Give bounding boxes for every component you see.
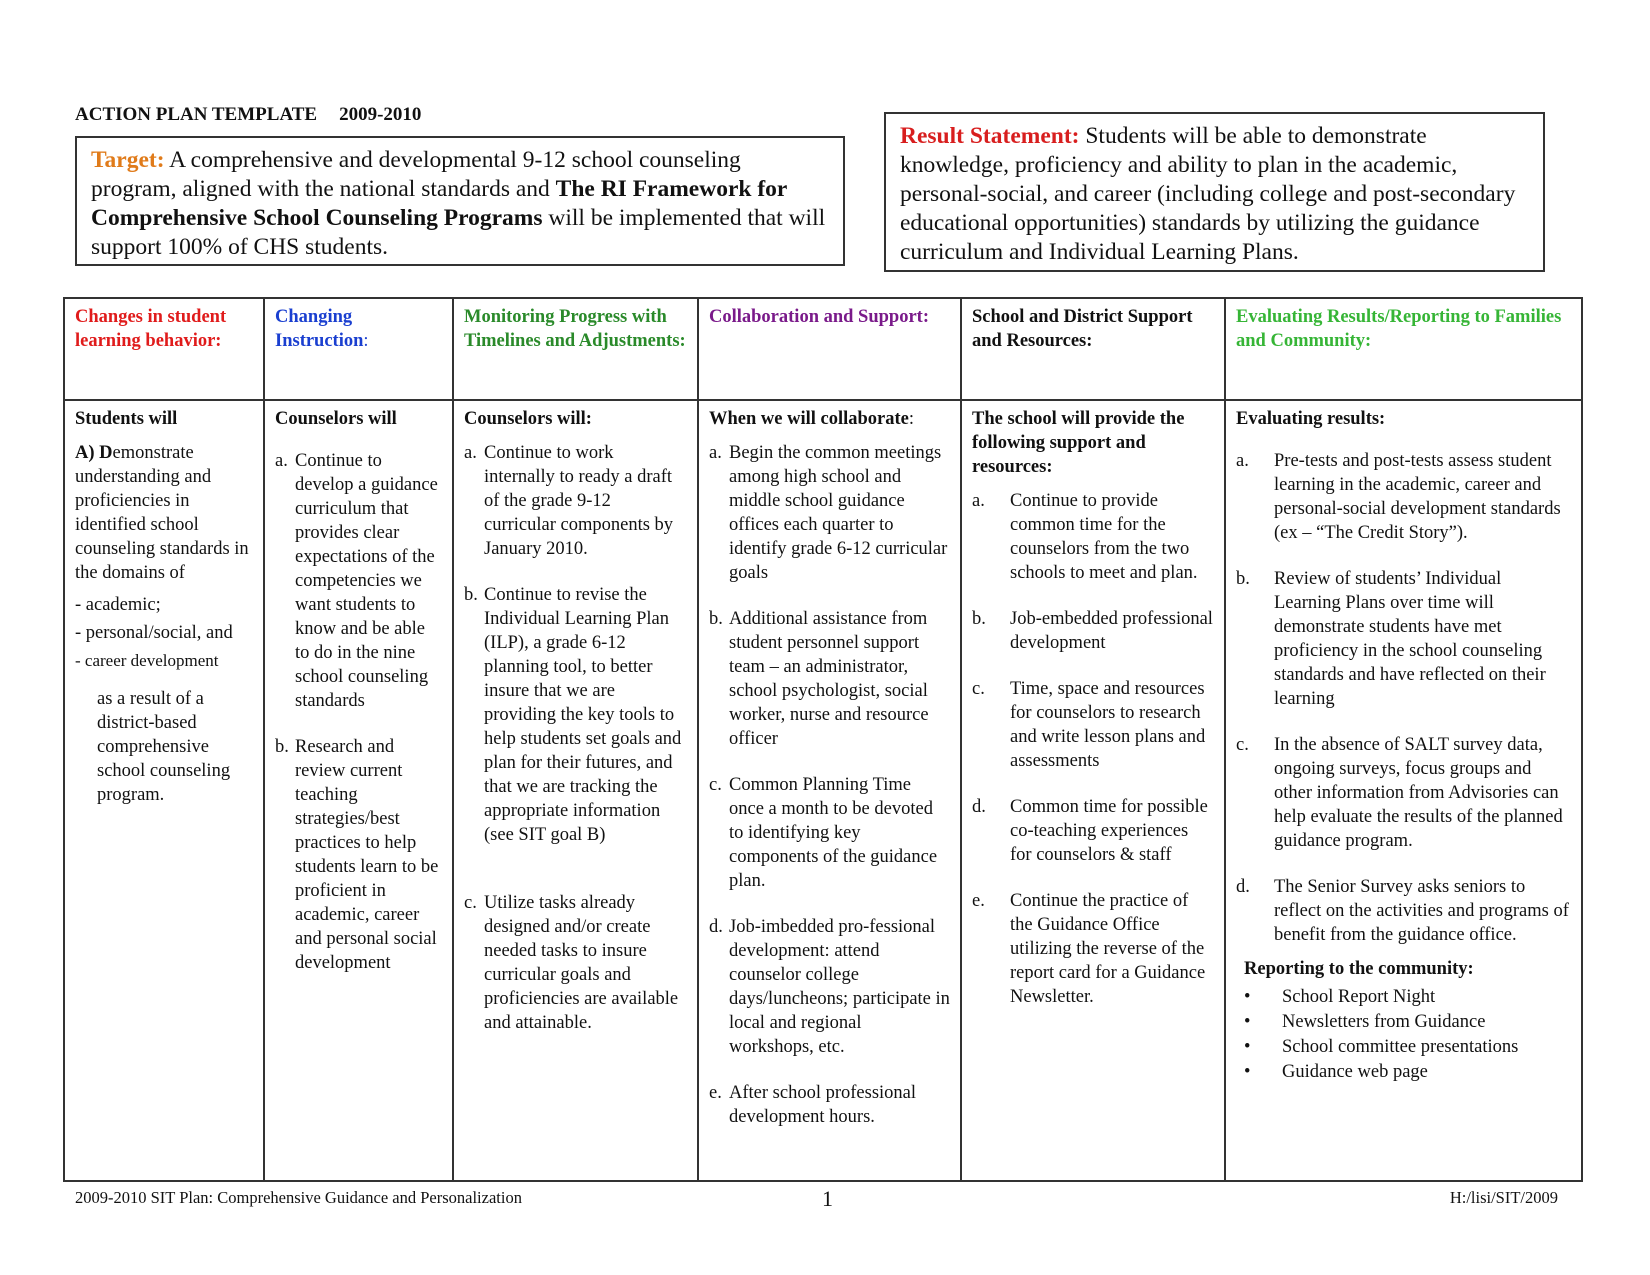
district-support-title: The school will provide the following support and resources: bbox=[972, 409, 1185, 477]
header-collaboration: Collaboration and Support: bbox=[698, 298, 961, 400]
item-marker: a. bbox=[464, 443, 477, 463]
result-text: Students will be able to demonstrate knowledge, proficiency and ability to plan in the academic, personal-social, and career (including college and post-secondary educational opportunities) standards by utilizing the guidance curriculum and Individual Learning Plans. bbox=[900, 123, 1516, 265]
list-item bbox=[972, 795, 1214, 867]
counselors-title: Counselors will bbox=[275, 409, 397, 429]
list-item bbox=[709, 607, 950, 751]
item-text: Common time for possible co-teaching experiences for counselors & staff bbox=[1010, 797, 1208, 865]
collaboration-colon: : bbox=[908, 409, 915, 429]
students-title: Students will bbox=[75, 409, 178, 429]
result-statement-box bbox=[884, 112, 1545, 272]
collaboration-title bbox=[709, 407, 950, 431]
bullet-text: School Report Night bbox=[1282, 987, 1436, 1007]
item-marker: b. bbox=[275, 737, 289, 757]
footer-left: 2009-2010 SIT Plan: Comprehensive Guidance and Personalization bbox=[75, 1188, 522, 1207]
bullet-item bbox=[1236, 1010, 1571, 1034]
document-title bbox=[75, 104, 421, 126]
title-text: ACTION PLAN TEMPLATE bbox=[75, 104, 318, 125]
item-marker: d. bbox=[1236, 877, 1250, 897]
bullet-item bbox=[1236, 1060, 1571, 1084]
item-text: Job-imbedded pro-fessional development: attend counselor college days/luncheons; participate in local and regional workshops, etc. bbox=[729, 917, 950, 1057]
list-item bbox=[464, 891, 687, 1035]
item-marker: c. bbox=[464, 893, 477, 913]
list-item bbox=[1236, 449, 1571, 545]
reporting-title: Reporting to the community: bbox=[1244, 959, 1474, 979]
list-item bbox=[709, 915, 950, 1059]
list-item bbox=[1236, 567, 1571, 711]
bullet-text: Newsletters from Guidance bbox=[1282, 1012, 1486, 1032]
cell-monitoring bbox=[453, 400, 698, 1181]
item-text: In the absence of SALT survey data, ongoing surveys, focus groups and other information from Advisories can help evaluate the results of the planned guidance program. bbox=[1274, 735, 1563, 851]
title-year: 2009-2010 bbox=[339, 104, 422, 125]
students-intro-text: emonstrate understanding and proficiencies in identified school counseling standards in the domains of bbox=[75, 443, 249, 583]
bullet-text: School committee presentations bbox=[1282, 1037, 1519, 1057]
item-text: Research and review current teaching strategies/best practices to help students learn to be proficient in academic, career and personal social development bbox=[295, 737, 439, 973]
bullet-icon: • bbox=[1244, 1012, 1251, 1032]
bullet-text: Guidance web page bbox=[1282, 1062, 1428, 1082]
bullet-item bbox=[1236, 985, 1571, 1009]
list-item bbox=[1236, 733, 1571, 853]
target-framework: The RI Framework for Comprehensive School Counseling Programs bbox=[91, 176, 787, 231]
content-row bbox=[64, 400, 1582, 1181]
list-item bbox=[709, 773, 950, 893]
list-item bbox=[1236, 875, 1571, 947]
list-item bbox=[275, 735, 442, 975]
cell-counselors-instruction bbox=[264, 400, 453, 1181]
target-text-b: will be implemented that will support 100% of CHS students. bbox=[91, 205, 826, 260]
header-monitoring-progress: Monitoring Progress with Timelines and Adjustments: bbox=[453, 298, 698, 400]
item-text: Begin the common meetings among high school and middle school guidance offices each quarter to identify grade 6-12 curricular goals bbox=[729, 443, 948, 583]
item-marker: c. bbox=[709, 775, 722, 795]
list-item bbox=[464, 441, 687, 561]
page-number: 1 bbox=[822, 1186, 833, 1211]
header-changing-instruction bbox=[264, 298, 453, 400]
footer-right: H:/lisi/SIT/2009 bbox=[1449, 1188, 1558, 1207]
item-text: Additional assistance from student personnel support team – an administrator, school psychologist, social worker, nurse and resource officer bbox=[729, 609, 929, 749]
monitoring-title: Counselors will: bbox=[464, 409, 592, 429]
list-item bbox=[972, 489, 1214, 585]
list-item bbox=[464, 583, 687, 847]
item-marker: d. bbox=[972, 797, 986, 817]
cell-students bbox=[64, 400, 264, 1181]
item-marker: e. bbox=[972, 891, 985, 911]
action-plan-table bbox=[63, 297, 1583, 1182]
list-item bbox=[275, 449, 442, 713]
item-marker: c. bbox=[1236, 735, 1249, 755]
item-marker: b. bbox=[464, 585, 478, 605]
bullet-icon: • bbox=[1244, 1062, 1251, 1082]
item-marker: b. bbox=[972, 609, 986, 629]
students-intro bbox=[75, 441, 253, 585]
item-marker: c. bbox=[972, 679, 985, 699]
item-text: Pre-tests and post-tests assess student learning in the academic, career and personal-social development standards (ex – “The Credit Story”). bbox=[1274, 451, 1561, 543]
item-marker: a. bbox=[1236, 451, 1249, 471]
target-label: Target: bbox=[91, 147, 165, 173]
item-text: The Senior Survey asks seniors to reflect on the activities and programs of benefit from the guidance office. bbox=[1274, 877, 1569, 945]
bullet-icon: • bbox=[1244, 987, 1251, 1007]
item-marker: a. bbox=[275, 451, 288, 471]
item-marker: a. bbox=[709, 443, 722, 463]
bullet-item bbox=[1236, 1035, 1571, 1059]
item-text: Job-embedded professional development bbox=[1010, 609, 1213, 653]
list-item bbox=[972, 677, 1214, 773]
item-text: Review of students’ Individual Learning Plans over time will demonstrate students have met proficiency in the school counseling standards and have reflected on their learning bbox=[1274, 569, 1546, 709]
result-label: Result Statement: bbox=[900, 123, 1080, 149]
domain-item: - personal/social, and bbox=[75, 623, 233, 643]
item-text: Continue to provide common time for the counselors from the two schools to meet and plan. bbox=[1010, 491, 1198, 583]
header-row bbox=[64, 298, 1582, 400]
list-item bbox=[972, 889, 1214, 1009]
item-marker: e. bbox=[709, 1083, 722, 1103]
item-text: Continue to work internally to ready a draft of the grade 9-12 curricular components by January 2010. bbox=[484, 443, 674, 559]
item-marker: b. bbox=[709, 609, 723, 629]
collaboration-title-text: When we will collaborate bbox=[709, 409, 909, 429]
cell-evaluating bbox=[1225, 400, 1582, 1181]
list-item bbox=[709, 1081, 950, 1129]
students-intro-bold: A) D bbox=[75, 443, 113, 463]
item-text: Continue to revise the Individual Learning Plan (ILP), a grade 6-12 planning tool, to better insure that we are providing the key tools to help students set goals and plan for their futures, and that we are tracking the appropriate information (see SIT goal B) bbox=[484, 585, 682, 845]
item-text: After school professional development hours. bbox=[729, 1083, 917, 1127]
item-text: Continue to develop a guidance curriculum that provides clear expectations of the competencies we want students to know and be able to do in the nine school counseling standards bbox=[295, 451, 438, 711]
list-item bbox=[709, 441, 950, 585]
item-text: Utilize tasks already designed and/or create needed tasks to insure curricular goals and proficiencies are available and attainable. bbox=[484, 893, 679, 1033]
list-item bbox=[972, 607, 1214, 655]
item-text: Time, space and resources for counselors to research and write lesson plans and assessments bbox=[1010, 679, 1206, 771]
cell-district-support bbox=[961, 400, 1225, 1181]
header-changing-instruction-text: Changing Instruction bbox=[275, 307, 364, 351]
item-marker: b. bbox=[1236, 569, 1250, 589]
item-marker: d. bbox=[709, 917, 723, 937]
item-marker: a. bbox=[972, 491, 985, 511]
header-student-learning: Changes in student learning behavior: bbox=[64, 298, 264, 400]
header-colon: : bbox=[363, 331, 369, 351]
evaluating-title: Evaluating results: bbox=[1236, 409, 1386, 429]
cell-collaboration bbox=[698, 400, 961, 1181]
item-text: Common Planning Time once a month to be devoted to identifying key components of the guidance plan. bbox=[729, 775, 938, 891]
students-result: as a result of a district-based comprehensive school counseling program. bbox=[97, 689, 231, 805]
header-district-support: School and District Support and Resources: bbox=[961, 298, 1225, 400]
bullet-icon: • bbox=[1244, 1037, 1251, 1057]
target-box bbox=[75, 136, 845, 266]
header-evaluating-results: Evaluating Results/Reporting to Families and Community: bbox=[1225, 298, 1582, 400]
domain-item: - career development bbox=[75, 651, 219, 670]
item-text: Continue the practice of the Guidance Office utilizing the reverse of the report card for a Guidance Newsletter. bbox=[1010, 891, 1206, 1007]
target-text-a: A comprehensive and developmental 9-12 school counseling program, aligned with the national standards and bbox=[91, 147, 741, 202]
domain-item: - academic; bbox=[75, 595, 161, 615]
